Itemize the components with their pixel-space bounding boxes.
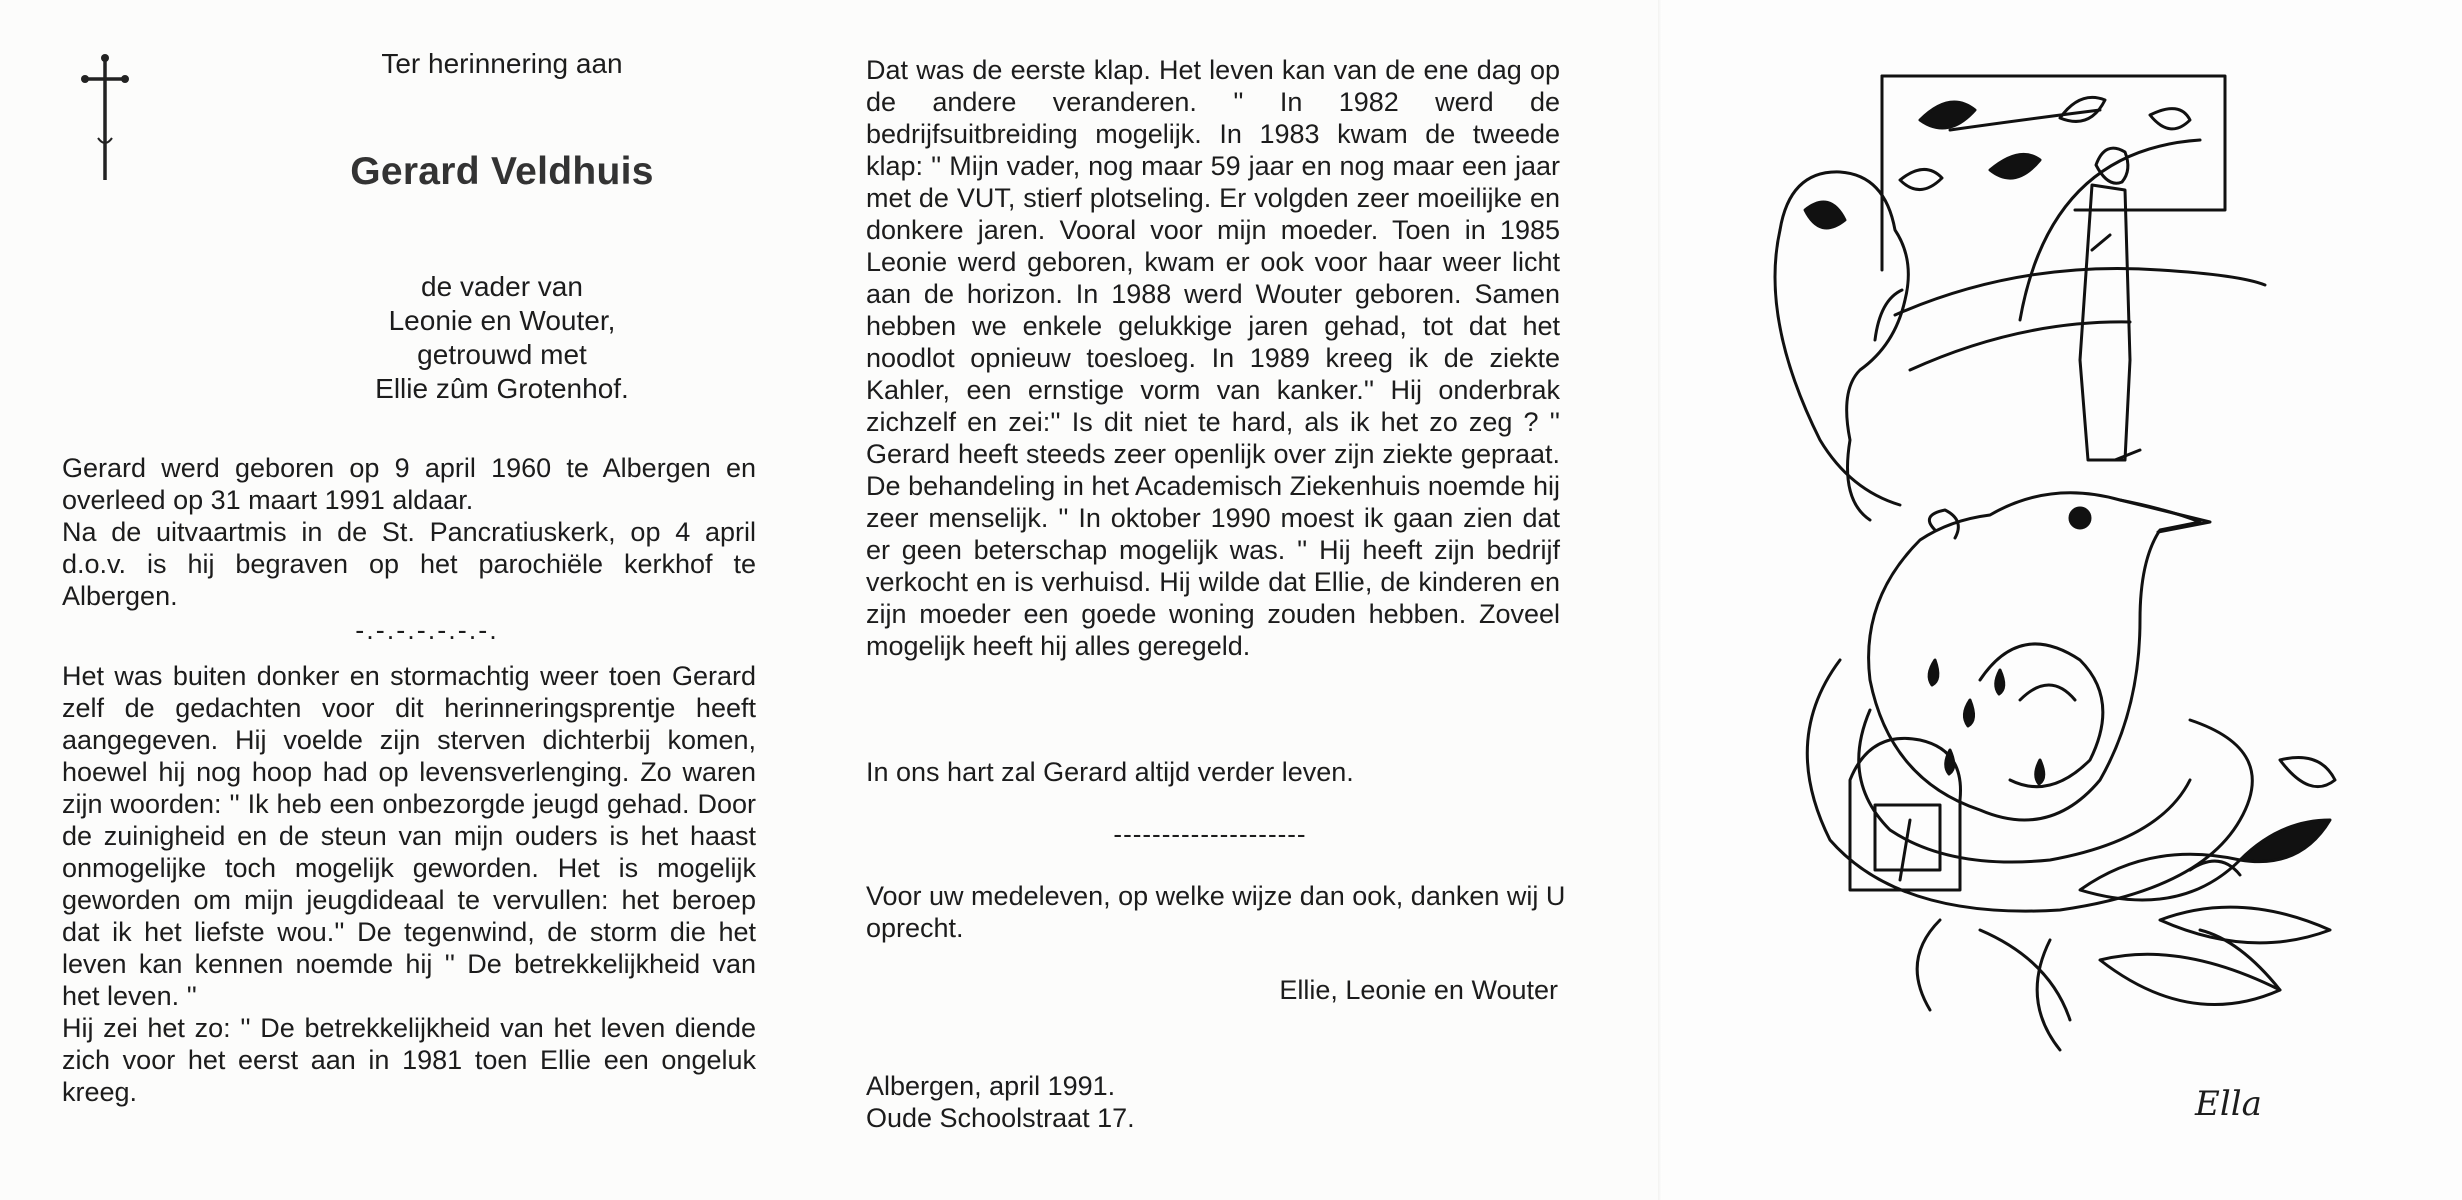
bird-landscape-illustration — [1720, 60, 2420, 1080]
relation-line: de vader van — [421, 271, 583, 302]
thanks-text: Voor uw medeleven, op welke wijze dan ook, danken wij U oprecht. — [866, 881, 1566, 943]
intro-text: Ter herinnering aan — [381, 48, 623, 79]
relations-block — [302, 270, 702, 406]
place-date: Albergen, april 1991. — [866, 1071, 1116, 1101]
artist-signature: Ella — [2195, 1084, 2262, 1124]
address: Oude Schoolstraat 17. — [866, 1103, 1135, 1133]
story-paragraph-middle: Dat was de eerste klap. Het leven kan van de ene dag op de andere veranderen. '' In 1982 werd de bedrijfsuitbreiding mogelijk. In 1983 kwam de tweede klap: '' Mijn vader, nog maar 59 jaar en nog maar een jaar met de VUT, stierf plotseling. Er volgden zeer moeilijke en donkere jaren. Vooral voor mijn moeder. Toen in 1985 Leonie werd geboren, kwam er ook voor haar weer licht aan de horizon. In 1988 werd Wouter geboren. Samen hebben we enkele gelukkige jaren gehad, tot dat het noodlot opnieuw toesloeg. In 1989 kreeg ik de ziekte Kahler, een ernstige vorm van kanker.'' Hij onderbrak zichzelf en zei:'' Is dit niet te hard, als ik het zo zeg ? '' Gerard heeft steeds zeer openlijk over zijn ziekte gepraat. De behandeling in het Academisch Ziekenhuis noemde hij zeer menselijk. '' In oktober 1990 moest ik gaan zien dat er geen beterschap mogelijk was. '' Hij heeft zijn bedrijf verkocht en is verhuisd. Hij wilde dat Ellie, de kinderen en zijn moeder een goede woning zouden hebben. Zoveel mogelijk heeft hij alles geregeld. — [866, 55, 1560, 661]
cross-icon — [80, 52, 130, 184]
deceased-name: Gerard Veldhuis — [350, 150, 654, 193]
closing-line: In ons hart zal Gerard altijd verder leven. — [866, 757, 1354, 787]
card-fold — [1658, 0, 1662, 1200]
story-paragraph-left: Het was buiten donker en stormachtig weer toen Gerard zelf de gedachten voor dit herinneringsprentje heeft aangegeven. Hij voelde zijn sterven dichterbij komen, hoewel hij nog hoop had op levensverlenging. Zo waren zijn woorden: '' Ik heb een onbezorgde jeugd gehad. Door de zuinigheid en de steun van mijn ouders is het haast onmogelijke toch mogelijk geworden. Het is mogelijk geworden om mijn jeugdideaal te vervullen: het beroep dat ik het liefste wou.'' De tegenwind, de storm die het leven kan kennen noemde hij '' De betrekkelijkheid van het leven. '' Hij zei het zo: '' De betrekkelijkheid van het leven diende zich voor het eerst aan in 1981 toen Ellie een ongeluk kreeg. — [62, 661, 756, 1107]
relation-line: getrouwd met — [417, 339, 587, 370]
family-signature: Ellie, Leonie en Wouter — [1279, 975, 1558, 1005]
life-facts-paragraph: Gerard werd geboren op 9 april 1960 te Albergen en overleed op 31 maart 1991 aldaar. Na de uitvaartmis in de St. Pancratiuskerk, op 4 april d.o.v. is hij begraven op het parochiële kerkhof te Albergen. — [62, 453, 756, 611]
section-divider: -.-.-.-.-.-.-. — [355, 615, 499, 645]
relation-line: Leonie en Wouter, — [388, 305, 616, 336]
relation-line: Ellie zûm Grotenhof. — [375, 373, 629, 404]
closing-separator: -------------------- — [1113, 819, 1307, 849]
